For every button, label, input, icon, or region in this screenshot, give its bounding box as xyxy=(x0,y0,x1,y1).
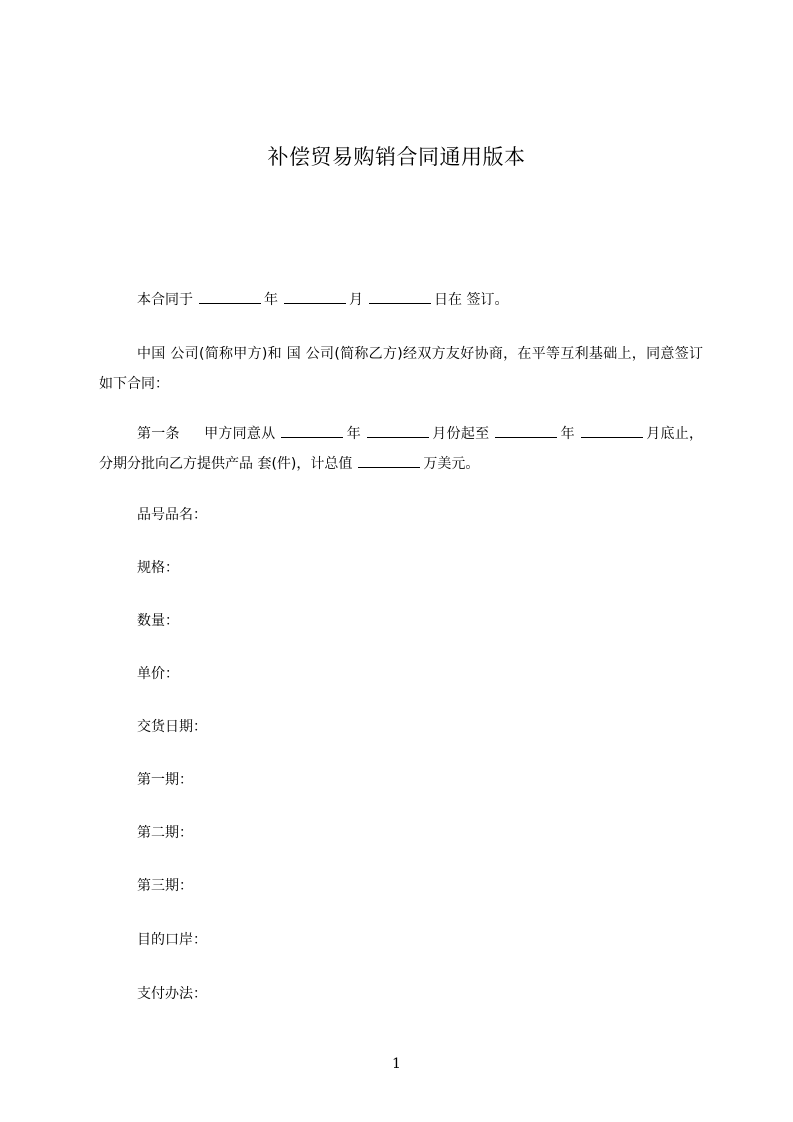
signing-year: 年 xyxy=(264,292,278,308)
article-1-label: 第一条 xyxy=(137,426,180,442)
document-title: 补偿贸易购销合同通用版本 xyxy=(267,145,526,169)
article-1-part1: 甲方同意从 xyxy=(203,426,276,442)
article-1-paragraph xyxy=(99,419,703,479)
field-phase-2: 第二期： xyxy=(137,825,193,841)
field-unit-price: 单价： xyxy=(137,666,179,682)
parties-paragraph: 中国 公司(简称甲方)和 国 公司(简称乙方)经双方友好协商，在平等互利基础上，同意签订如下合同： xyxy=(99,346,703,392)
signing-prefix: 本合同于 xyxy=(137,292,193,308)
blank-end-year xyxy=(495,425,557,438)
field-quantity: 数量： xyxy=(137,613,179,629)
field-delivery-date: 交货日期： xyxy=(137,719,207,735)
field-payment-method: 支付办法： xyxy=(137,986,207,1002)
blank-year xyxy=(199,291,261,304)
article-1-part2: 月份起至 xyxy=(432,426,490,442)
signing-suffix: 日在 签订。 xyxy=(434,292,509,308)
field-phase-1: 第一期： xyxy=(137,772,193,788)
article-1-part3: 月底止，分期分批向乙方提供产品 套(件)，计总值 xyxy=(99,426,704,472)
blank-end-month xyxy=(581,425,643,438)
field-destination-port: 目的口岸： xyxy=(137,932,207,948)
blank-start-month xyxy=(367,425,429,438)
blank-start-year xyxy=(281,425,343,438)
blank-total-value xyxy=(358,455,420,468)
field-product-name: 品号品名： xyxy=(137,507,207,523)
signing-line xyxy=(137,291,508,309)
field-specification: 规格： xyxy=(137,560,179,576)
article-1-year2: 年 xyxy=(560,426,575,442)
blank-day xyxy=(369,291,431,304)
blank-month xyxy=(284,291,346,304)
article-1-year1: 年 xyxy=(346,426,362,442)
signing-month: 月 xyxy=(349,292,363,308)
page-number: 1 xyxy=(392,1056,401,1072)
article-1-part4: 万美元。 xyxy=(423,456,480,472)
field-phase-3: 第三期： xyxy=(137,878,193,894)
